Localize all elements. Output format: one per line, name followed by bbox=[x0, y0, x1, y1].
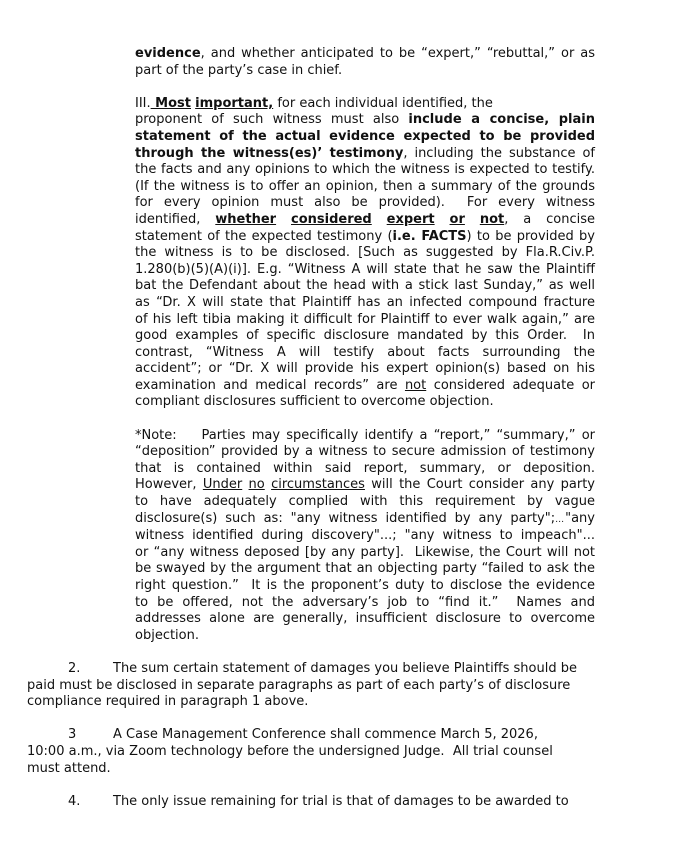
text-line bbox=[135, 195, 595, 212]
text-line bbox=[27, 661, 595, 678]
text-segment: ) to be provided by bbox=[466, 228, 595, 244]
text-segment: to have adequately complied with this requirement by vague bbox=[135, 494, 595, 510]
text-segment: circumstances bbox=[271, 477, 365, 493]
text-segment: objection. bbox=[135, 627, 199, 643]
text-line bbox=[135, 278, 595, 295]
text-segment: whether bbox=[215, 211, 277, 227]
text-segment: “deposition” provided by a witness to secure admission of testimony bbox=[135, 444, 595, 460]
text-segment: of his left tibia making it difficult for Plaintiff to ever walk again,” are bbox=[135, 311, 595, 327]
text-line bbox=[135, 477, 595, 494]
text-segment: paid must be disclosed in separate paragraphs as part of each party’s of disclosure bbox=[27, 677, 571, 693]
text-segment: must attend. bbox=[27, 760, 111, 776]
text-line bbox=[27, 727, 595, 744]
text-segment: *Note: Parties may specifically identify a “report,” “summary,” or bbox=[135, 427, 595, 443]
text-line bbox=[27, 794, 595, 811]
text-line bbox=[27, 694, 595, 711]
numbered-paragraph-2 bbox=[27, 661, 595, 711]
text-line bbox=[135, 96, 595, 113]
text-segment: bat the Defendant about the head with a stick last Sunday,” as well bbox=[135, 278, 595, 294]
text-segment: no bbox=[248, 477, 265, 493]
text-line bbox=[135, 561, 595, 578]
text-segment: statement of the actual evidence expected to be provided bbox=[135, 128, 595, 144]
text-segment: will the Court consider any party bbox=[364, 477, 595, 493]
text-segment: as “Dr. X will state that Plaintiff has an infected compound fracture bbox=[135, 294, 595, 310]
text-segment: the witness is to be disclosed. [Such as suggested by Fla.R.Civ.P. bbox=[135, 245, 595, 261]
section-iii-paragraph bbox=[135, 96, 595, 411]
text-line bbox=[135, 461, 595, 478]
text-segment: identified, bbox=[135, 211, 216, 227]
text-segment: important, bbox=[195, 95, 274, 111]
text-segment: , a concise bbox=[504, 211, 596, 227]
text-segment: the facts and any opinions to which the witness is expected to testify. bbox=[135, 162, 595, 178]
text-segment: Under bbox=[202, 477, 243, 493]
text-segment: i.e. FACTS bbox=[392, 228, 467, 244]
text-line bbox=[135, 511, 595, 529]
text-line bbox=[27, 744, 595, 761]
text-segment: The only issue remaining for trial is that of damages to be awarded to bbox=[113, 793, 569, 809]
text-segment: part of the party’s case in chief. bbox=[135, 62, 343, 78]
text-segment: 2. bbox=[68, 660, 81, 676]
text-segment bbox=[276, 212, 291, 227]
text-segment: However, bbox=[135, 477, 203, 493]
text-segment: accident”; or “Dr. X will provide his expert opinion(s) based on his bbox=[135, 361, 595, 377]
text-segment: compliance required in paragraph 1 above. bbox=[27, 694, 309, 710]
text-segment: 3 bbox=[68, 727, 77, 743]
text-segment: statement of the expected testimony ( bbox=[135, 228, 393, 244]
text-line bbox=[135, 595, 595, 612]
document-content bbox=[0, 46, 673, 810]
text-segment: The sum certain statement of damages you believe Plaintiffs should be bbox=[113, 660, 577, 676]
text-segment: evidence bbox=[135, 46, 201, 61]
text-line bbox=[135, 378, 595, 395]
text-segment: proponent of such witness must also bbox=[135, 112, 409, 128]
text-segment: , including the substance of bbox=[403, 145, 595, 161]
text-segment: (If the witness is to offer an opinion, then a summary of the grounds bbox=[135, 178, 595, 194]
text-line bbox=[135, 345, 595, 362]
text-line bbox=[135, 578, 595, 595]
text-line bbox=[135, 428, 595, 445]
text-segment: III. bbox=[135, 95, 151, 111]
text-segment: that is contained within said report, summary, or deposition. bbox=[135, 460, 595, 476]
text-segment: right question.” It is the proponent’s duty to disclose the evidence bbox=[135, 578, 595, 593]
continuation-paragraph bbox=[135, 46, 595, 79]
text-segment: considered bbox=[291, 211, 372, 227]
text-segment: witness identified during discovery"...; "any witness to impeach"... bbox=[135, 528, 595, 544]
text-line bbox=[135, 628, 595, 645]
text-line bbox=[135, 494, 595, 511]
text-segment: be swayed by the argument that an objecting party “failed to ask the bbox=[135, 561, 595, 577]
text-segment bbox=[465, 212, 480, 227]
text-line bbox=[135, 162, 595, 179]
text-segment: 4. bbox=[68, 793, 81, 809]
text-segment: Most bbox=[150, 95, 191, 111]
text-segment: for every opinion must also be provided). For every witness bbox=[135, 195, 595, 211]
text-line bbox=[135, 611, 595, 628]
text-segment: not bbox=[404, 377, 427, 393]
text-segment: disclosure(s) such as: "any witness identified by any party"; bbox=[135, 510, 556, 526]
text-segment: "any bbox=[565, 510, 595, 526]
text-segment bbox=[372, 212, 387, 227]
text-segment: for each individual identified, the bbox=[273, 95, 493, 111]
text-segment: include a concise, plain bbox=[408, 112, 595, 128]
text-segment: not bbox=[479, 211, 505, 227]
text-segment: examination and medical records” are bbox=[135, 377, 405, 393]
text-line bbox=[135, 545, 595, 562]
text-segment: … bbox=[555, 514, 566, 525]
text-segment: through the witness(es)’ testimony bbox=[135, 145, 404, 161]
text-segment: A Case Management Conference shall commence March 5, 2026, bbox=[113, 727, 538, 743]
text-line bbox=[135, 46, 595, 63]
text-segment: good examples of specific disclosure mandated by this Order. In bbox=[135, 328, 595, 344]
text-line bbox=[135, 179, 595, 196]
note-paragraph bbox=[135, 428, 595, 645]
text-segment bbox=[435, 212, 450, 227]
text-line bbox=[135, 262, 595, 279]
text-line bbox=[135, 112, 595, 129]
text-line bbox=[135, 328, 595, 345]
text-segment: or “any witness deposed [by any party]. Likewise, the Court will not bbox=[135, 544, 595, 560]
text-segment: considered adequate or bbox=[426, 377, 595, 393]
text-segment: contrast, “Witness A will testify about facts surrounding the bbox=[135, 344, 595, 360]
text-line bbox=[135, 444, 595, 461]
text-line bbox=[135, 129, 595, 146]
text-line bbox=[27, 761, 595, 778]
numbered-paragraph-3 bbox=[27, 727, 595, 777]
text-line bbox=[135, 229, 595, 246]
text-line bbox=[135, 63, 595, 80]
text-line bbox=[135, 245, 595, 262]
numbered-paragraph-4 bbox=[27, 794, 595, 811]
text-segment: 10:00 a.m., via Zoom technology before the undersigned Judge. All trial counsel bbox=[27, 743, 553, 759]
text-segment: 1.280(b)(5)(A)(i)]. E.g. “Witness A will state that he saw the Plaintiff bbox=[135, 261, 595, 277]
text-segment: expert bbox=[386, 211, 435, 227]
text-line bbox=[135, 394, 595, 411]
text-line bbox=[135, 312, 595, 329]
text-segment: compliant disclosures sufficient to overcome objection. bbox=[135, 394, 494, 410]
text-line bbox=[135, 528, 595, 545]
text-line bbox=[135, 295, 595, 312]
text-segment: to be offered, not the adversary’s job to “find it.” Names and bbox=[135, 594, 595, 610]
text-segment: or bbox=[449, 211, 465, 227]
text-line bbox=[27, 678, 595, 695]
text-line bbox=[135, 361, 595, 378]
text-segment: , and whether anticipated to be “expert,” “rebuttal,” or as bbox=[200, 46, 595, 61]
text-segment: addresses alone are generally, insufficient disclosure to overcome bbox=[135, 611, 595, 627]
text-line bbox=[135, 212, 595, 229]
text-line bbox=[135, 146, 595, 163]
